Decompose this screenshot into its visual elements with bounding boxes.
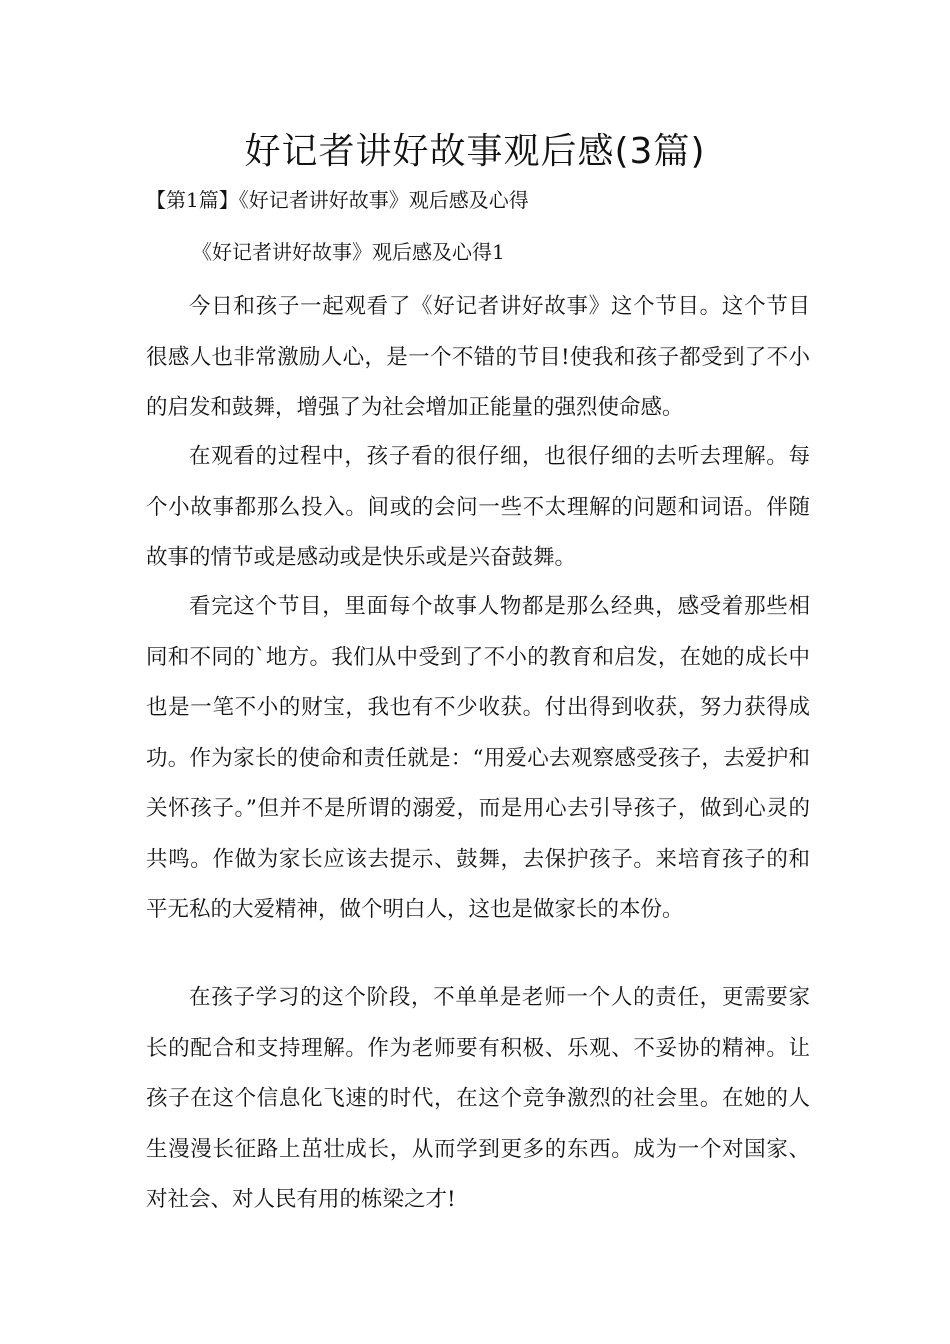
paragraph: 在观看的过程中，孩子看的很仔细，也很仔细的去听去理解。每个小故事都那么投入。间或的会问一些不太理解的问题和词语。伴随故事的情节或是感动或是快乐或是兴奋鼓舞。 [146, 444, 810, 570]
paragraph: 在孩子学习的这个阶段，不单单是老师一个人的责任，更需要家长的配合和支持理解。作为老师要有积极、乐观、不妥协的精神。让孩子在这个信息化飞速的时代，在这个竞争激烈的社会里。在她的人生漫漫长征路上茁壮成长，从而学到更多的东西。成为一个对国家、对社会、对人民有用的栋梁之才! [146, 985, 810, 1212]
paragraph: 今日和孩子一起观看了《好记者讲好故事》这个节目。这个节目很感人也非常激励人心，是一个不错的节目!使我和孩子都受到了不小的启发和鼓舞，增强了为社会增加正能量的强烈使命感。 [146, 294, 810, 420]
essay-subtitle: 《好记者讲好故事》观后感及心得1 [192, 240, 505, 264]
document-title: 好记者讲好故事观后感(3篇) [244, 131, 706, 172]
paragraph: 看完这个节目，里面每个故事人物都是那么经典，感受着那些相同和不同的`地方。我们从中受到了不小的教育和启发，在她的成长中也是一笔不小的财宝，我也有不少收获。付出得到收获，努力获得成功。作为家长的使命和责任就是：“用爱心去观察感受孩子，去爱护和关怀孩子。”但并不是所谓的溺爱，而是用心去引导孩子，做到心灵的共鸣。作做为家长应该去提示、鼓舞，去保护孩子。来培育孩子的和平无私的大爱精神，做个明白人，这也是做家长的本份。 [146, 594, 810, 922]
section-heading: 【第1篇】《好记者讲好故事》观后感及心得 [146, 188, 529, 212]
